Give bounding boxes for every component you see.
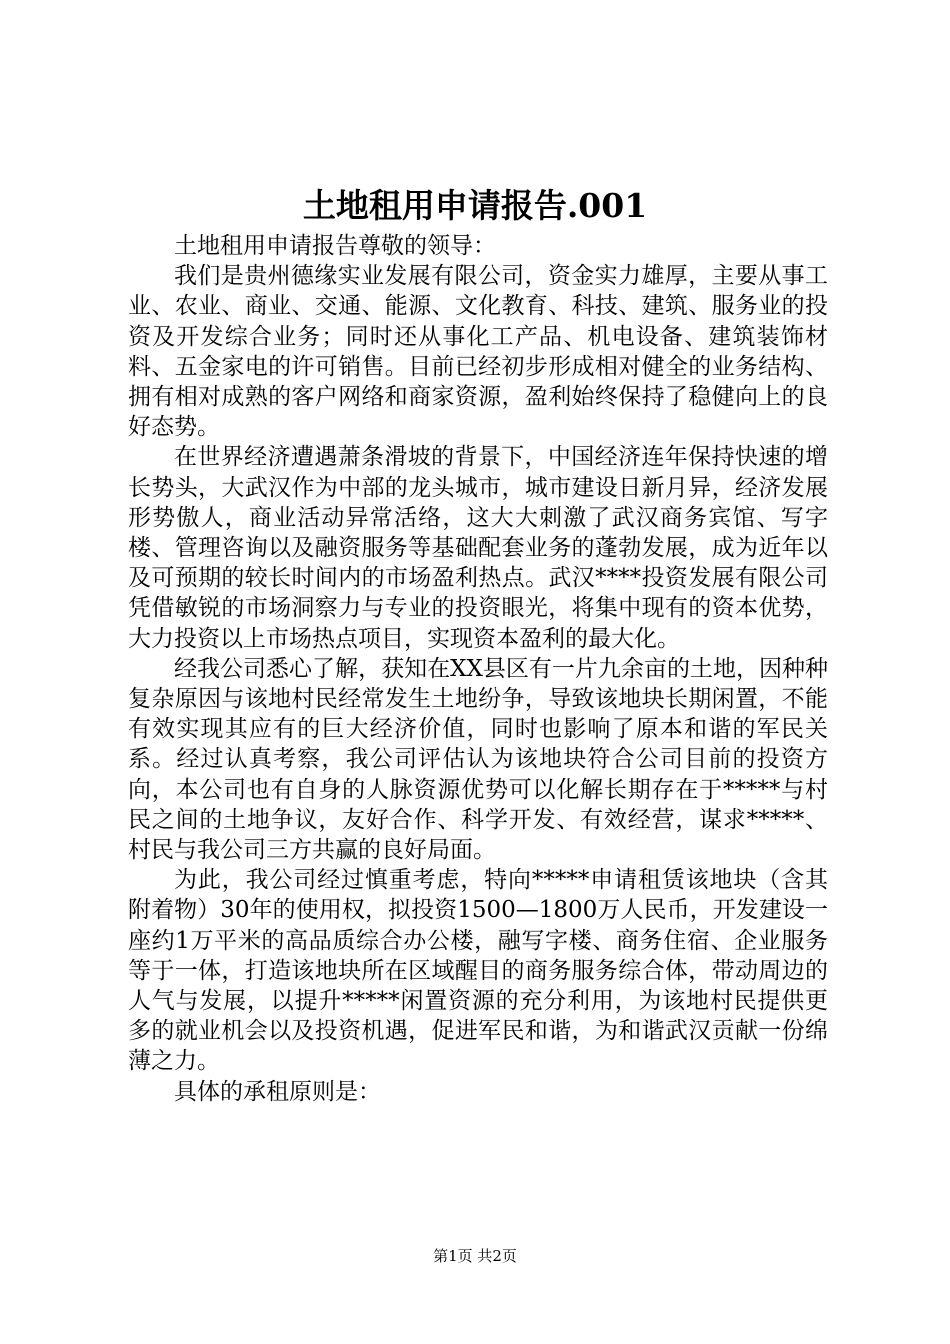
paragraph-economic-background: 在世界经济遭遇萧条滑坡的背景下，中国经济连年保持快速的增长势头，大武汉作为中部的龙头城市，城市建设日新月异，经济发展形势傲人，商业活动异常活络，这大大刺激了武汉商务宾馆、写字楼、管理咨询以及融资服务等基础配套业务的蓬勃发展，成为近年以及可预期的较长时间内的市场盈利热点。武汉****投资发展有限公司凭借敏锐的市场洞察力与专业的投资眼光，将集中现有的资本优势，大力投资以上市场热点项目，实现资本盈利的最大化。 [128, 444, 828, 652]
paragraph-lease-request: 为此，我公司经过慎重考虑，特向*****申请租赁该地块（含其附着物）30年的使用权，拟投资1500—1800万人民币，开发建设一座约1万平米的高品质综合办公楼，融写字楼、商务住宿、企业服务等于一体，打造该地块所在区域醒目的商务服务综合体，带动周边的人气与发展，以提升*****闲置资源的充分利用，为该地村民提供更多的就业机会以及投资机遇，促进军民和谐，为和谐武汉贡献一份绵薄之力。 [128, 867, 828, 1075]
paragraph-company-intro: 我们是贵州德缘实业发展有限公司，资金实力雄厚，主要从事工业、农业、商业、交通、能源、文化教育、科技、建筑、服务业的投资及开发综合业务；同时还从事化工产品、机电设备、建筑装饰材料、五金家电的许可销售。目前已经初步形成相对健全的业务结构、拥有相对成熟的客户网络和商家资源，盈利始终保持了稳健向上的良好态势。 [128, 263, 828, 441]
document-body [128, 231, 828, 1107]
paragraph-salutation: 土地租用申请报告尊敬的领导： [174, 233, 496, 259]
document-title: 土地租用申请报告.001 [302, 186, 648, 225]
paragraph-lease-principles: 具体的承租原则是： [174, 1078, 381, 1105]
paragraph-land-situation: 经我公司悉心了解，获知在XX县区有一片九余亩的土地，因种种复杂原因与该地村民经常发生土地纷争，导致该地块长期闲置，不能有效实现其应有的巨大经济价值，同时也影响了原本和谐的军民关系。经过认真考察，我公司评估认为该地块符合公司目前的投资方向，本公司也有自身的人脉资源优势可以化解长期存在于*****与村民之间的土地争议，友好合作、科学开发、有效经营，谋求*****、村民与我公司三方共赢的良好局面。 [128, 655, 828, 864]
page-footer: 第1页 共2页 [433, 1247, 517, 1265]
